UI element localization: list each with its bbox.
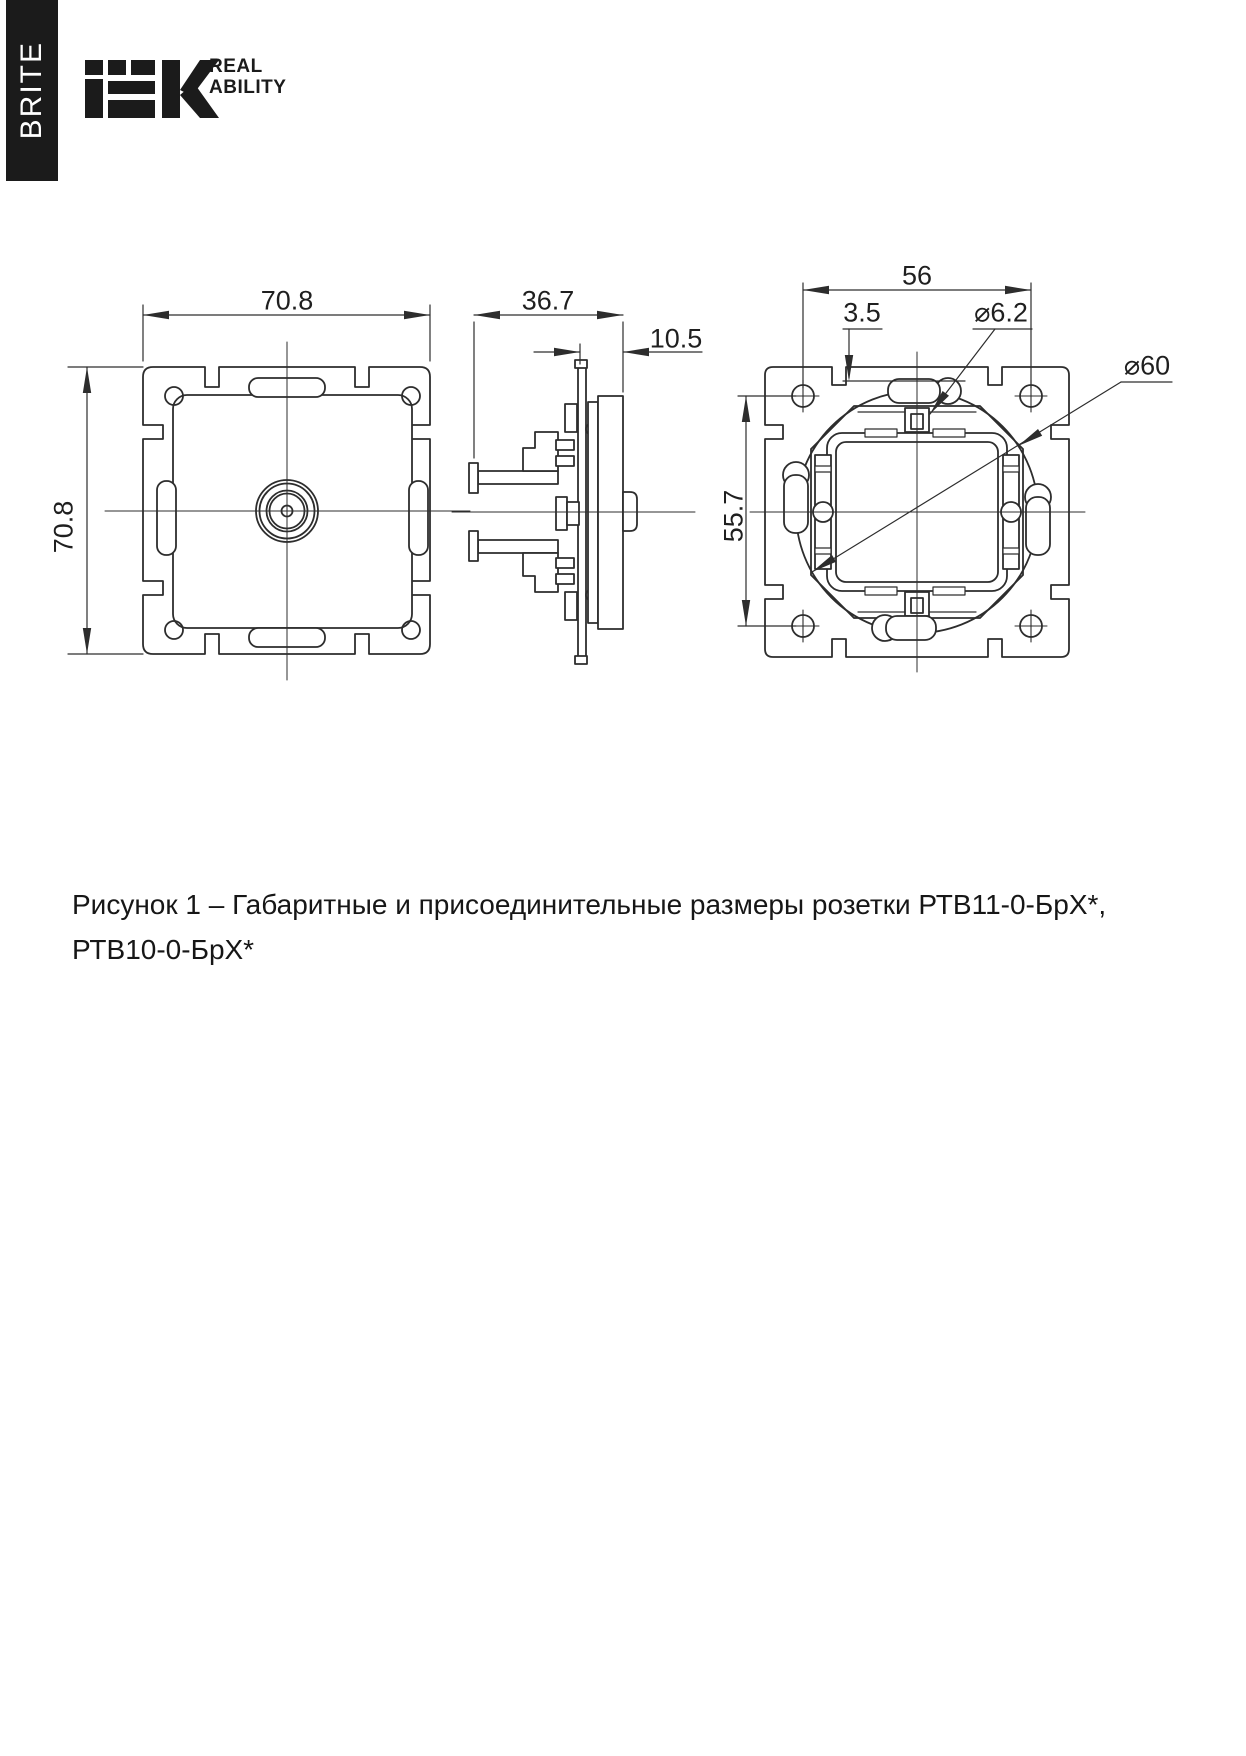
front-view-drawing: [68, 305, 470, 680]
figure-caption: [72, 882, 1192, 972]
series-label: BRITE: [15, 41, 48, 140]
dim-rear-screw-hole-diameter: ⌀6.2: [974, 297, 1028, 328]
dimension-drawing: [0, 0, 1246, 720]
side-mechanism-bottom: [523, 553, 558, 592]
figure-caption-line-1: Рисунок 1 – Габаритные и присоединительные размеры розетки РТВ11-0-БрХ*,: [72, 889, 1107, 920]
front-clip-left: [157, 481, 176, 555]
dim-front-width: 70.8: [260, 285, 314, 316]
tagline-line-2: ABILITY: [209, 77, 287, 98]
dim-rear-bezel-diameter: ⌀60: [1123, 350, 1171, 381]
figure-caption-line-2: РТВ10-0-БрХ*: [72, 934, 255, 965]
side-claw-arm-bottom: [478, 540, 558, 553]
dim-rear-screw-spacing: 56: [901, 260, 933, 291]
dim-front-height: 70.8: [48, 500, 79, 554]
front-clip-right: [409, 481, 428, 555]
dim-rear-vertical-spacing: 55.7: [718, 489, 749, 543]
dim-side-depth: 36.7: [521, 285, 575, 316]
rear-view-drawing: [738, 283, 1172, 672]
tagline-line-1: REAL: [209, 56, 263, 77]
dim-side-front-thickness: 10.5: [649, 323, 703, 354]
side-view-drawing: [452, 311, 702, 664]
side-mechanism-top: [523, 432, 558, 471]
side-claw-arm-top: [478, 471, 558, 484]
dim-rear-claw-offset: 3.5: [843, 297, 881, 328]
